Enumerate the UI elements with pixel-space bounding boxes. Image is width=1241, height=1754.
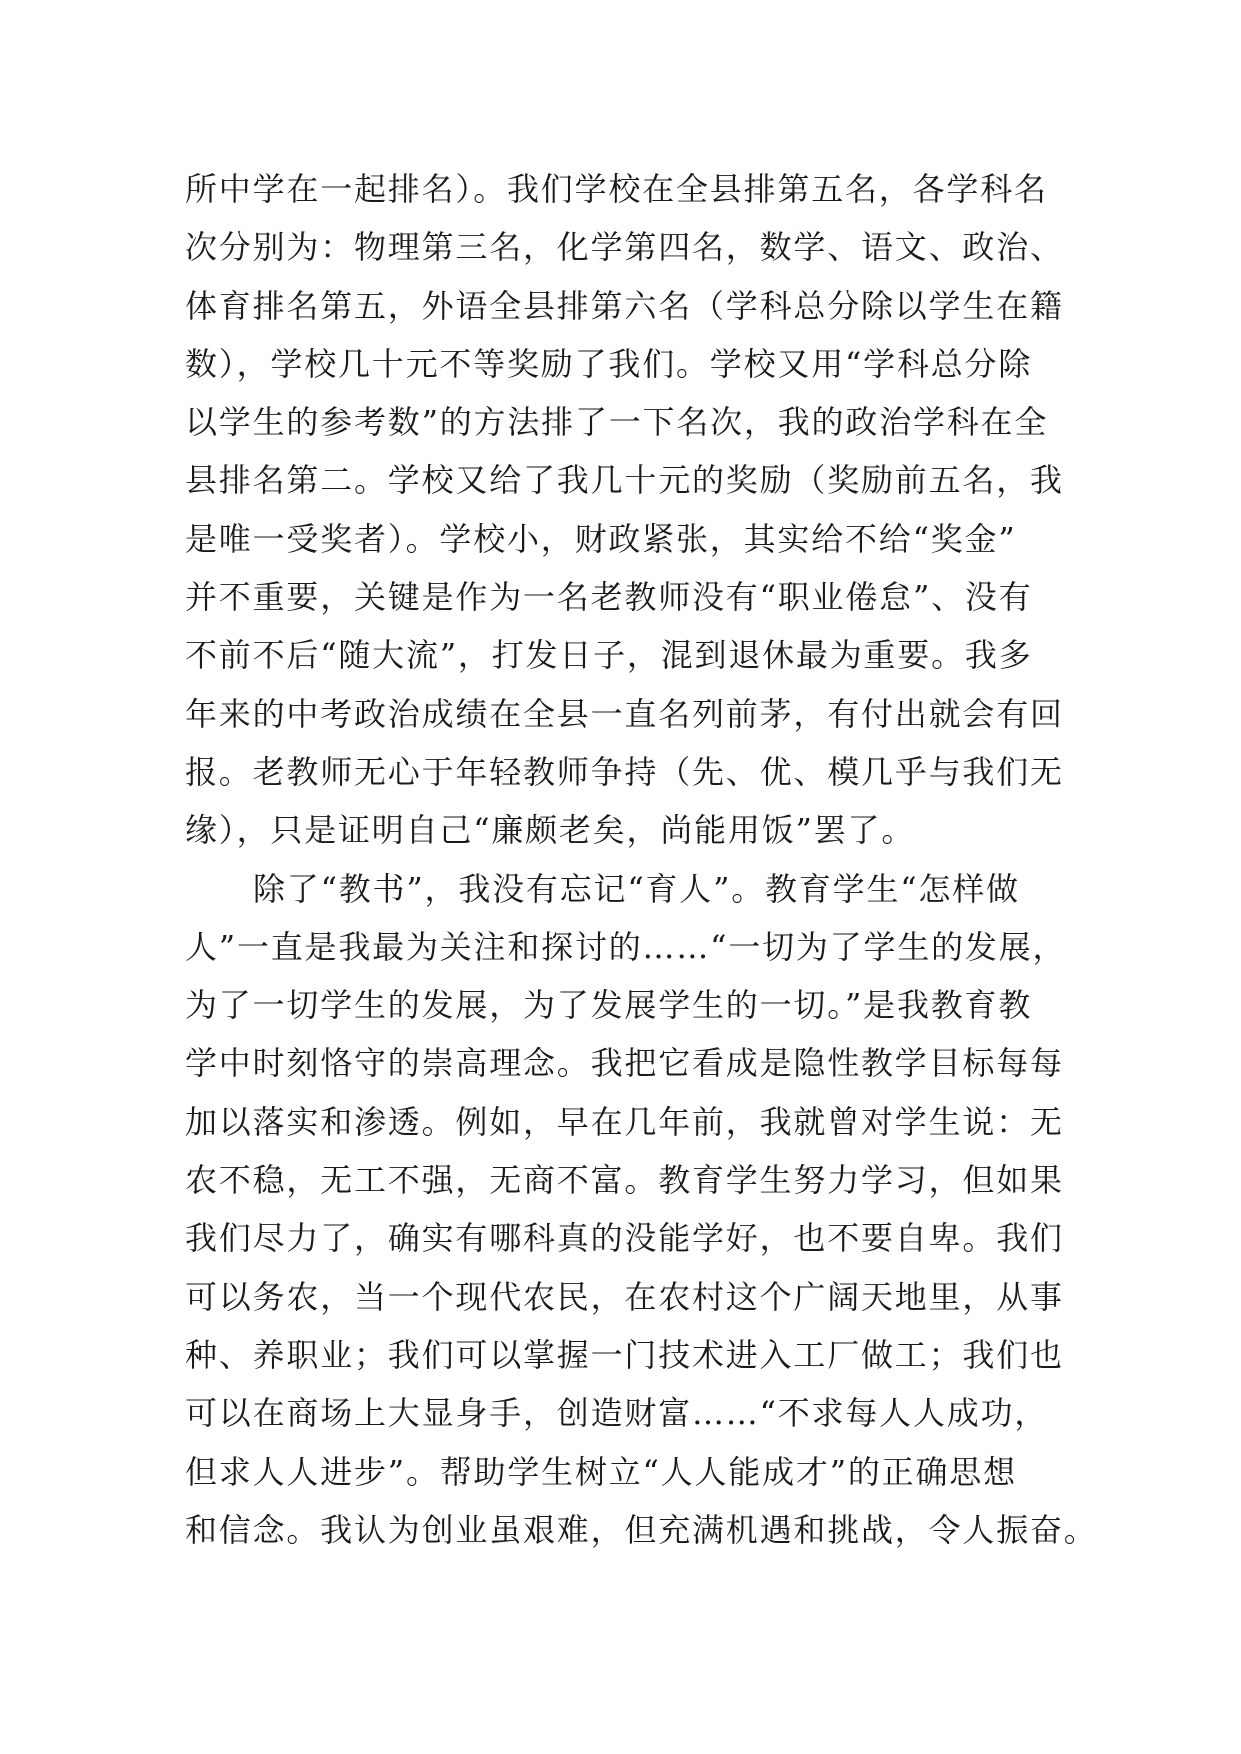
paragraph-line: 年来的中考政治成绩在全县一直名列前茅，有付出就会有回	[185, 694, 1064, 733]
paragraph-line: 为了一切学生的发展，为了发展学生的一切。”是我教育教	[185, 986, 1033, 1025]
paragraph-line: 学中时刻恪守的崇高理念。我把它看成是隐性教学目标每每	[185, 1044, 1064, 1083]
paragraph-2	[185, 860, 1098, 1560]
paragraph-line: 次分别为：物理第三名，化学第四名，数学、语文、政治、	[185, 228, 1064, 267]
paragraph-line: 不前不后“随大流”，打发日子，混到退休最为重要。我多	[185, 636, 1033, 675]
paragraph-line: 和信念。我认为创业虽艰难，但充满机遇和挑战，令人振奋。	[185, 1510, 1098, 1549]
paragraph-line: 农不稳，无工不强，无商不富。教育学生努力学习，但如果	[185, 1161, 1064, 1200]
paragraph-line: 所中学在一起排名）。我们学校在全县排第五名，各学科名	[185, 170, 1048, 208]
document-body	[185, 160, 1098, 1559]
paragraph-line: 报。老教师无心于年轻教师争持（先、优、模几乎与我们无	[185, 752, 1064, 791]
paragraph-first-line: 除了“教书”，我没有忘记“育人”。教育学生“怎样做	[253, 869, 1020, 908]
paragraph-line: 缘），只是证明自己“廉颇老矣，尚能用饭”罢了。	[185, 811, 916, 850]
paragraph-line: 县排名第二。学校又给了我几十元的奖励（奖励前五名，我	[185, 461, 1064, 500]
paragraph-line: 但求人人进步”。帮助学生树立“人人能成才”的正确思想	[185, 1452, 1017, 1491]
paragraph-line: 可以务农，当一个现代农民，在农村这个广阔天地里，从事	[185, 1277, 1064, 1316]
paragraph-line: 体育排名第五，外语全县排第六名（学科总分除以学生在籍	[185, 286, 1064, 325]
paragraph-line: 并不重要，关键是作为一名老教师没有“职业倦怠”、没有	[185, 578, 1033, 617]
paragraph-1	[185, 160, 1085, 860]
paragraph-line: 我们尽力了，确实有哪科真的没能学好，也不要自卑。我们	[185, 1219, 1064, 1258]
paragraph-line: 可以在商场上大显身手，创造财富……“不求每人人成功，	[185, 1394, 1049, 1433]
paragraph-line: 数），学校几十元不等奖励了我们。学校又用“学科总分除	[185, 344, 1033, 383]
paragraph-line: 以学生的参考数”的方法排了一下名次，我的政治学科在全	[185, 403, 1049, 442]
paragraph-line: 是唯一受奖者）。学校小，财政紧张，其实给不给“奖金”	[185, 519, 1017, 558]
paragraph-line: 加以落实和渗透。例如，早在几年前，我就曾对学生说：无	[185, 1102, 1064, 1141]
paragraph-line: 人”一直是我最为关注和探讨的……“一切为了学生的发展，	[185, 927, 1067, 966]
paragraph-line: 种、养职业；我们可以掌握一门技术进入工厂做工；我们也	[185, 1335, 1064, 1374]
